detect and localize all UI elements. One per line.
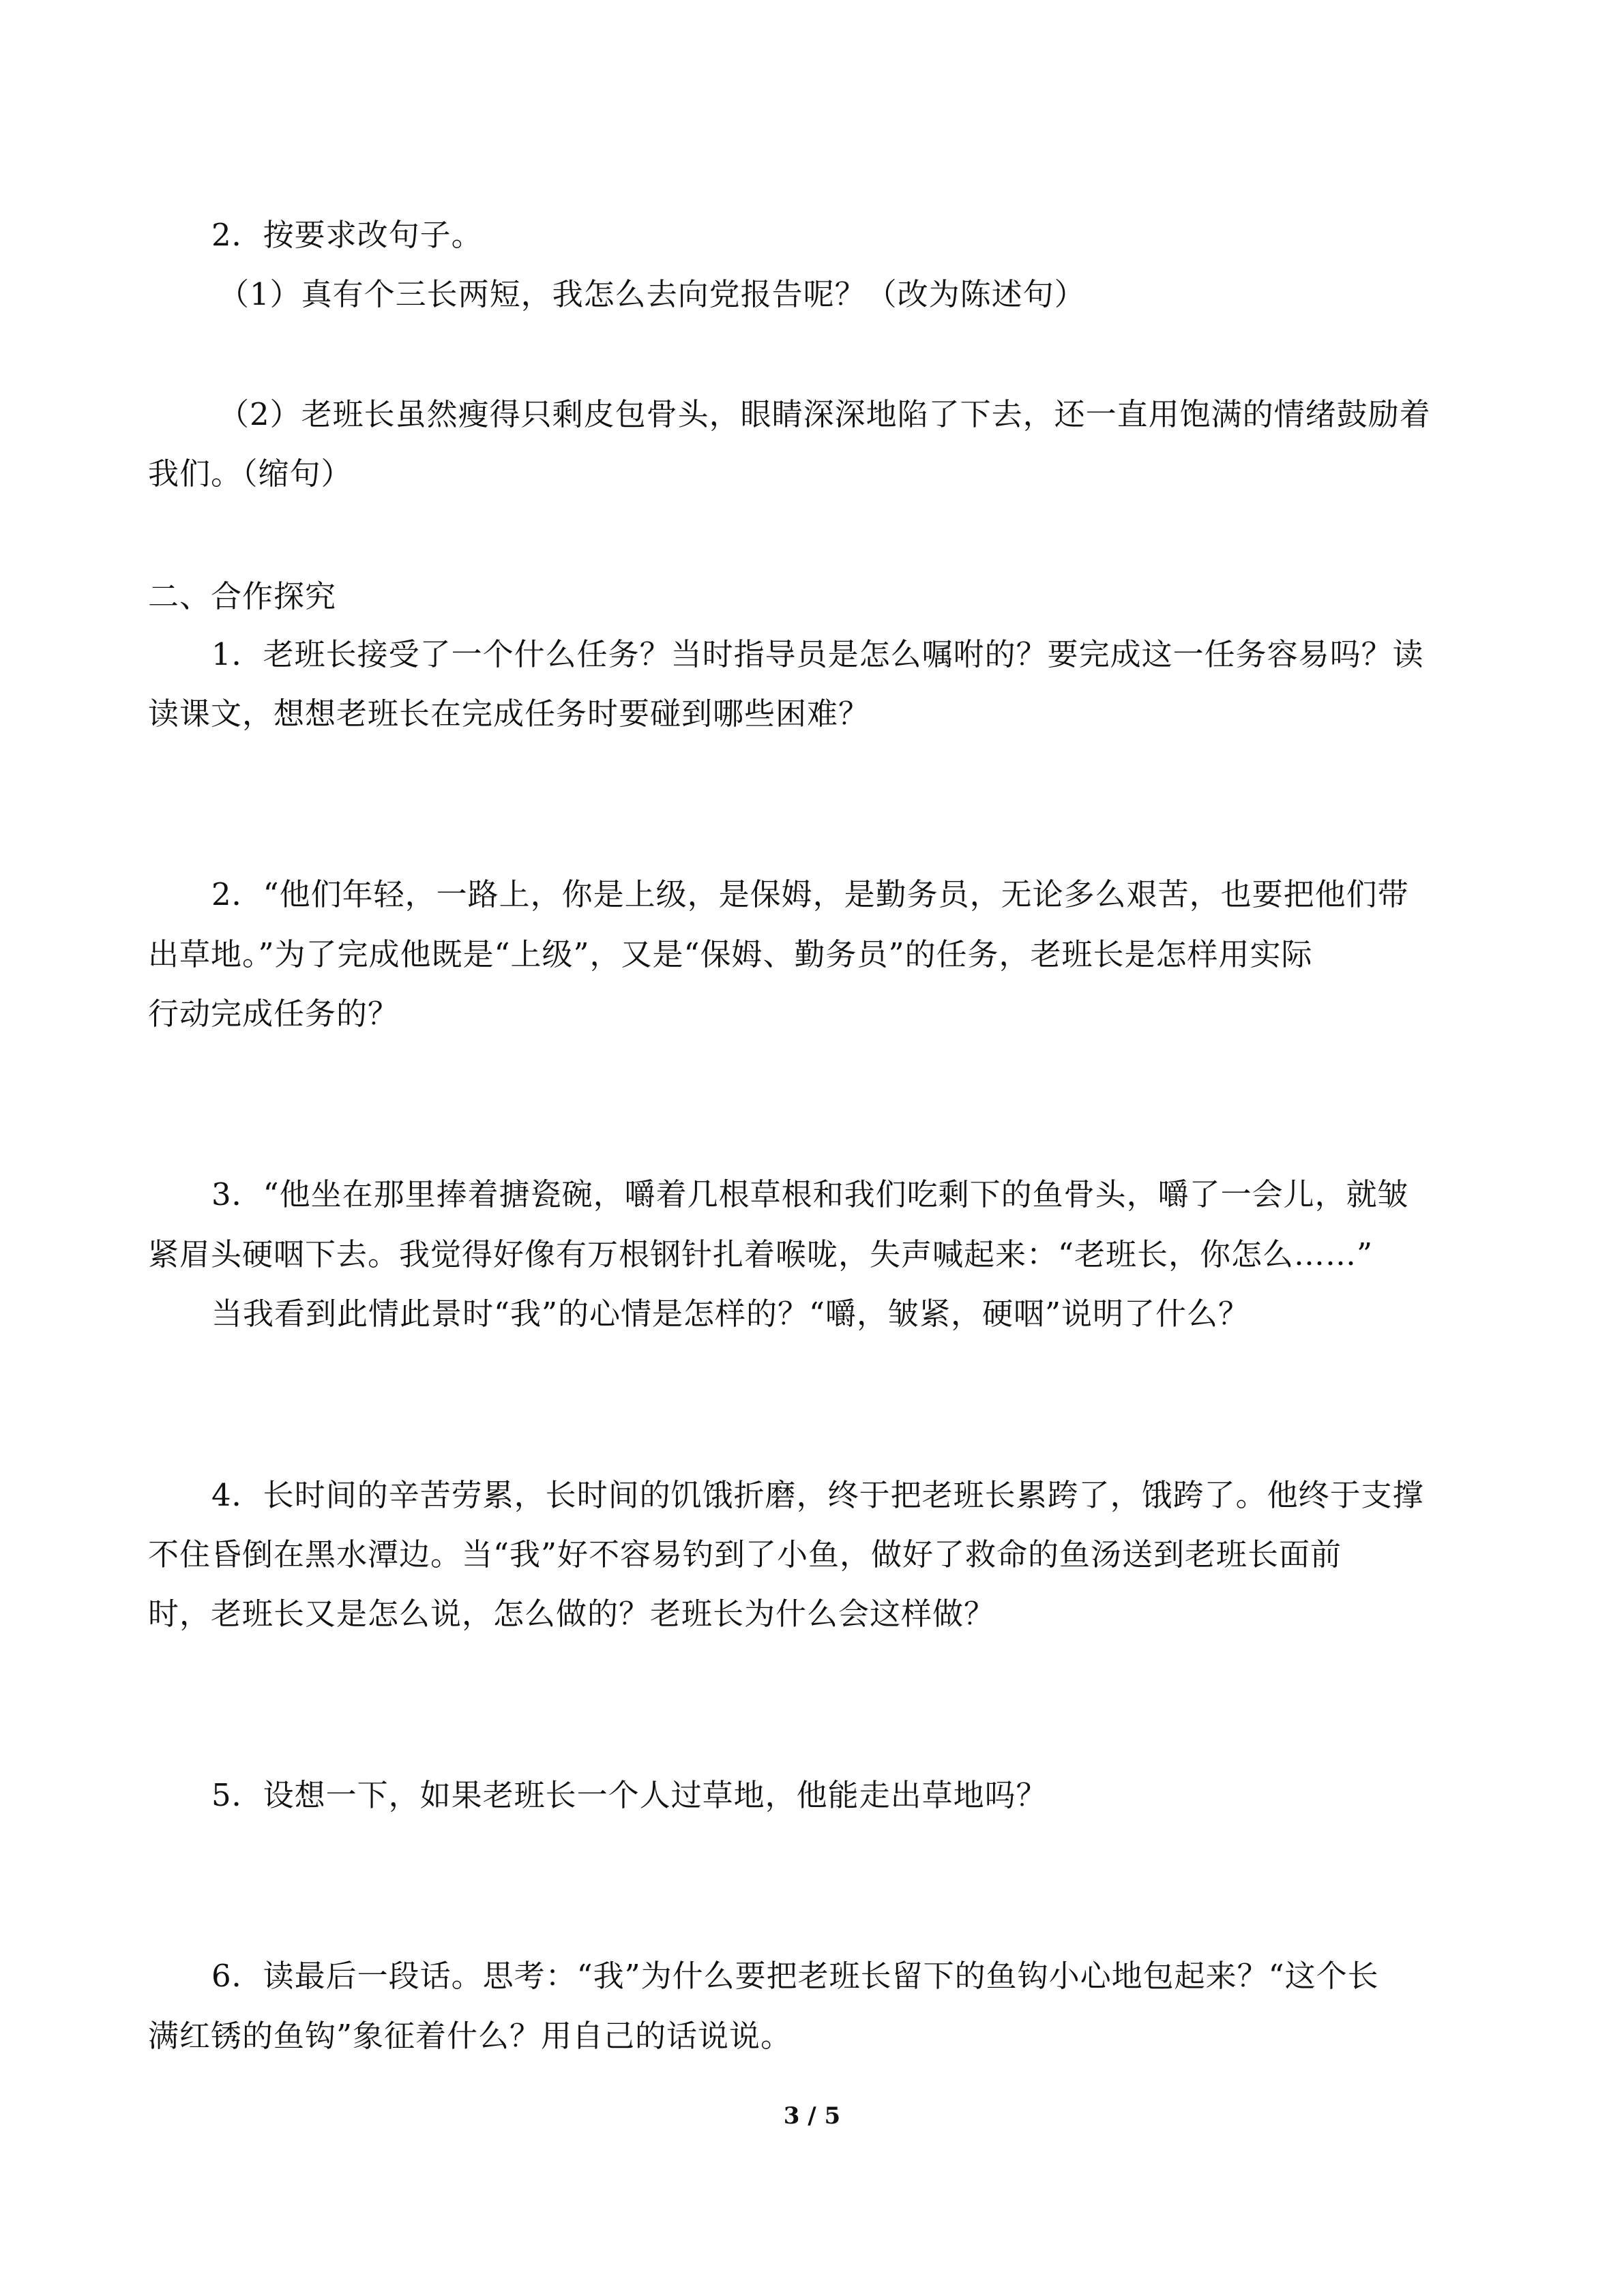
question-2-title: 2．按要求改句子。 bbox=[211, 217, 483, 253]
question-2-1: （1）真有个三长两短，我怎么去向党报告呢？（改为陈述句） bbox=[218, 276, 1086, 312]
inquiry-q6-line2: 满红锈的鱼钩”象征着什么？用自己的话说说。 bbox=[148, 2018, 793, 2054]
inquiry-q1-line2: 读课文，想想老班长在完成任务时要碰到哪些困难？ bbox=[148, 696, 870, 732]
inquiry-q2-line2: 出草地。”为了完成他既是“上级”，又是“保姆、勤务员”的任务，老班长是怎样用实际 bbox=[148, 936, 1313, 972]
inquiry-q6-line1: 6．读最后一段话。思考：“我”为什么要把老班长留下的鱼钩小心地包起来？“这个长 bbox=[211, 1958, 1379, 1994]
inquiry-q2-line3: 行动完成任务的？ bbox=[148, 996, 400, 1032]
question-2-2-line2: 我们。（缩句） bbox=[148, 456, 353, 492]
inquiry-q1-line1: 1．老班长接受了一个什么任务？当时指导员是怎么嘱咐的？要完成这一任务容易吗？读 bbox=[211, 636, 1424, 672]
inquiry-q4-line2: 不住昏倒在黑水潭边。当“我”好不容易钓到了小鱼，做好了救命的鱼汤送到老班长面前 bbox=[148, 1536, 1342, 1572]
inquiry-q2-line1: 2．“他们年轻，一路上，你是上级，是保姆，是勤务员，无论多么艰苦，也要把他们带 bbox=[211, 876, 1409, 912]
question-2-2-line1: （2）老班长虽然瘦得只剩皮包骨头，眼睛深深地陷了下去，还一直用饱满的情绪鼓励着 bbox=[218, 396, 1431, 432]
inquiry-q3-line2: 紧眉头硬咽下去。我觉得好像有万根钢针扎着喉咙，失声喊起来：“老班长，你怎么……” bbox=[148, 1236, 1374, 1272]
inquiry-q5-line1: 5．设想一下，如果老班长一个人过草地，他能走出草地吗？ bbox=[211, 1777, 1048, 1813]
inquiry-q3-line3: 当我看到此情此景时“我”的心情是怎样的？“嚼，皱紧，硬咽”说明了什么？ bbox=[211, 1296, 1250, 1332]
inquiry-q3-line1: 3．“他坐在那里捧着搪瓷碗，嚼着几根草根和我们吃剩下的鱼骨头，嚼了一会儿，就皱 bbox=[211, 1176, 1409, 1212]
inquiry-q4-line3: 时，老班长又是怎么说，怎么做的？老班长为什么会这样做？ bbox=[148, 1596, 996, 1632]
inquiry-q4-line1: 4．长时间的辛苦劳累，长时间的饥饿折磨，终于把老班长累跨了，饿跨了。他终于支撑 bbox=[211, 1477, 1424, 1513]
section-heading-cooperative-inquiry: 二、合作探究 bbox=[148, 578, 337, 614]
page-number: 3 / 5 bbox=[783, 2102, 841, 2130]
